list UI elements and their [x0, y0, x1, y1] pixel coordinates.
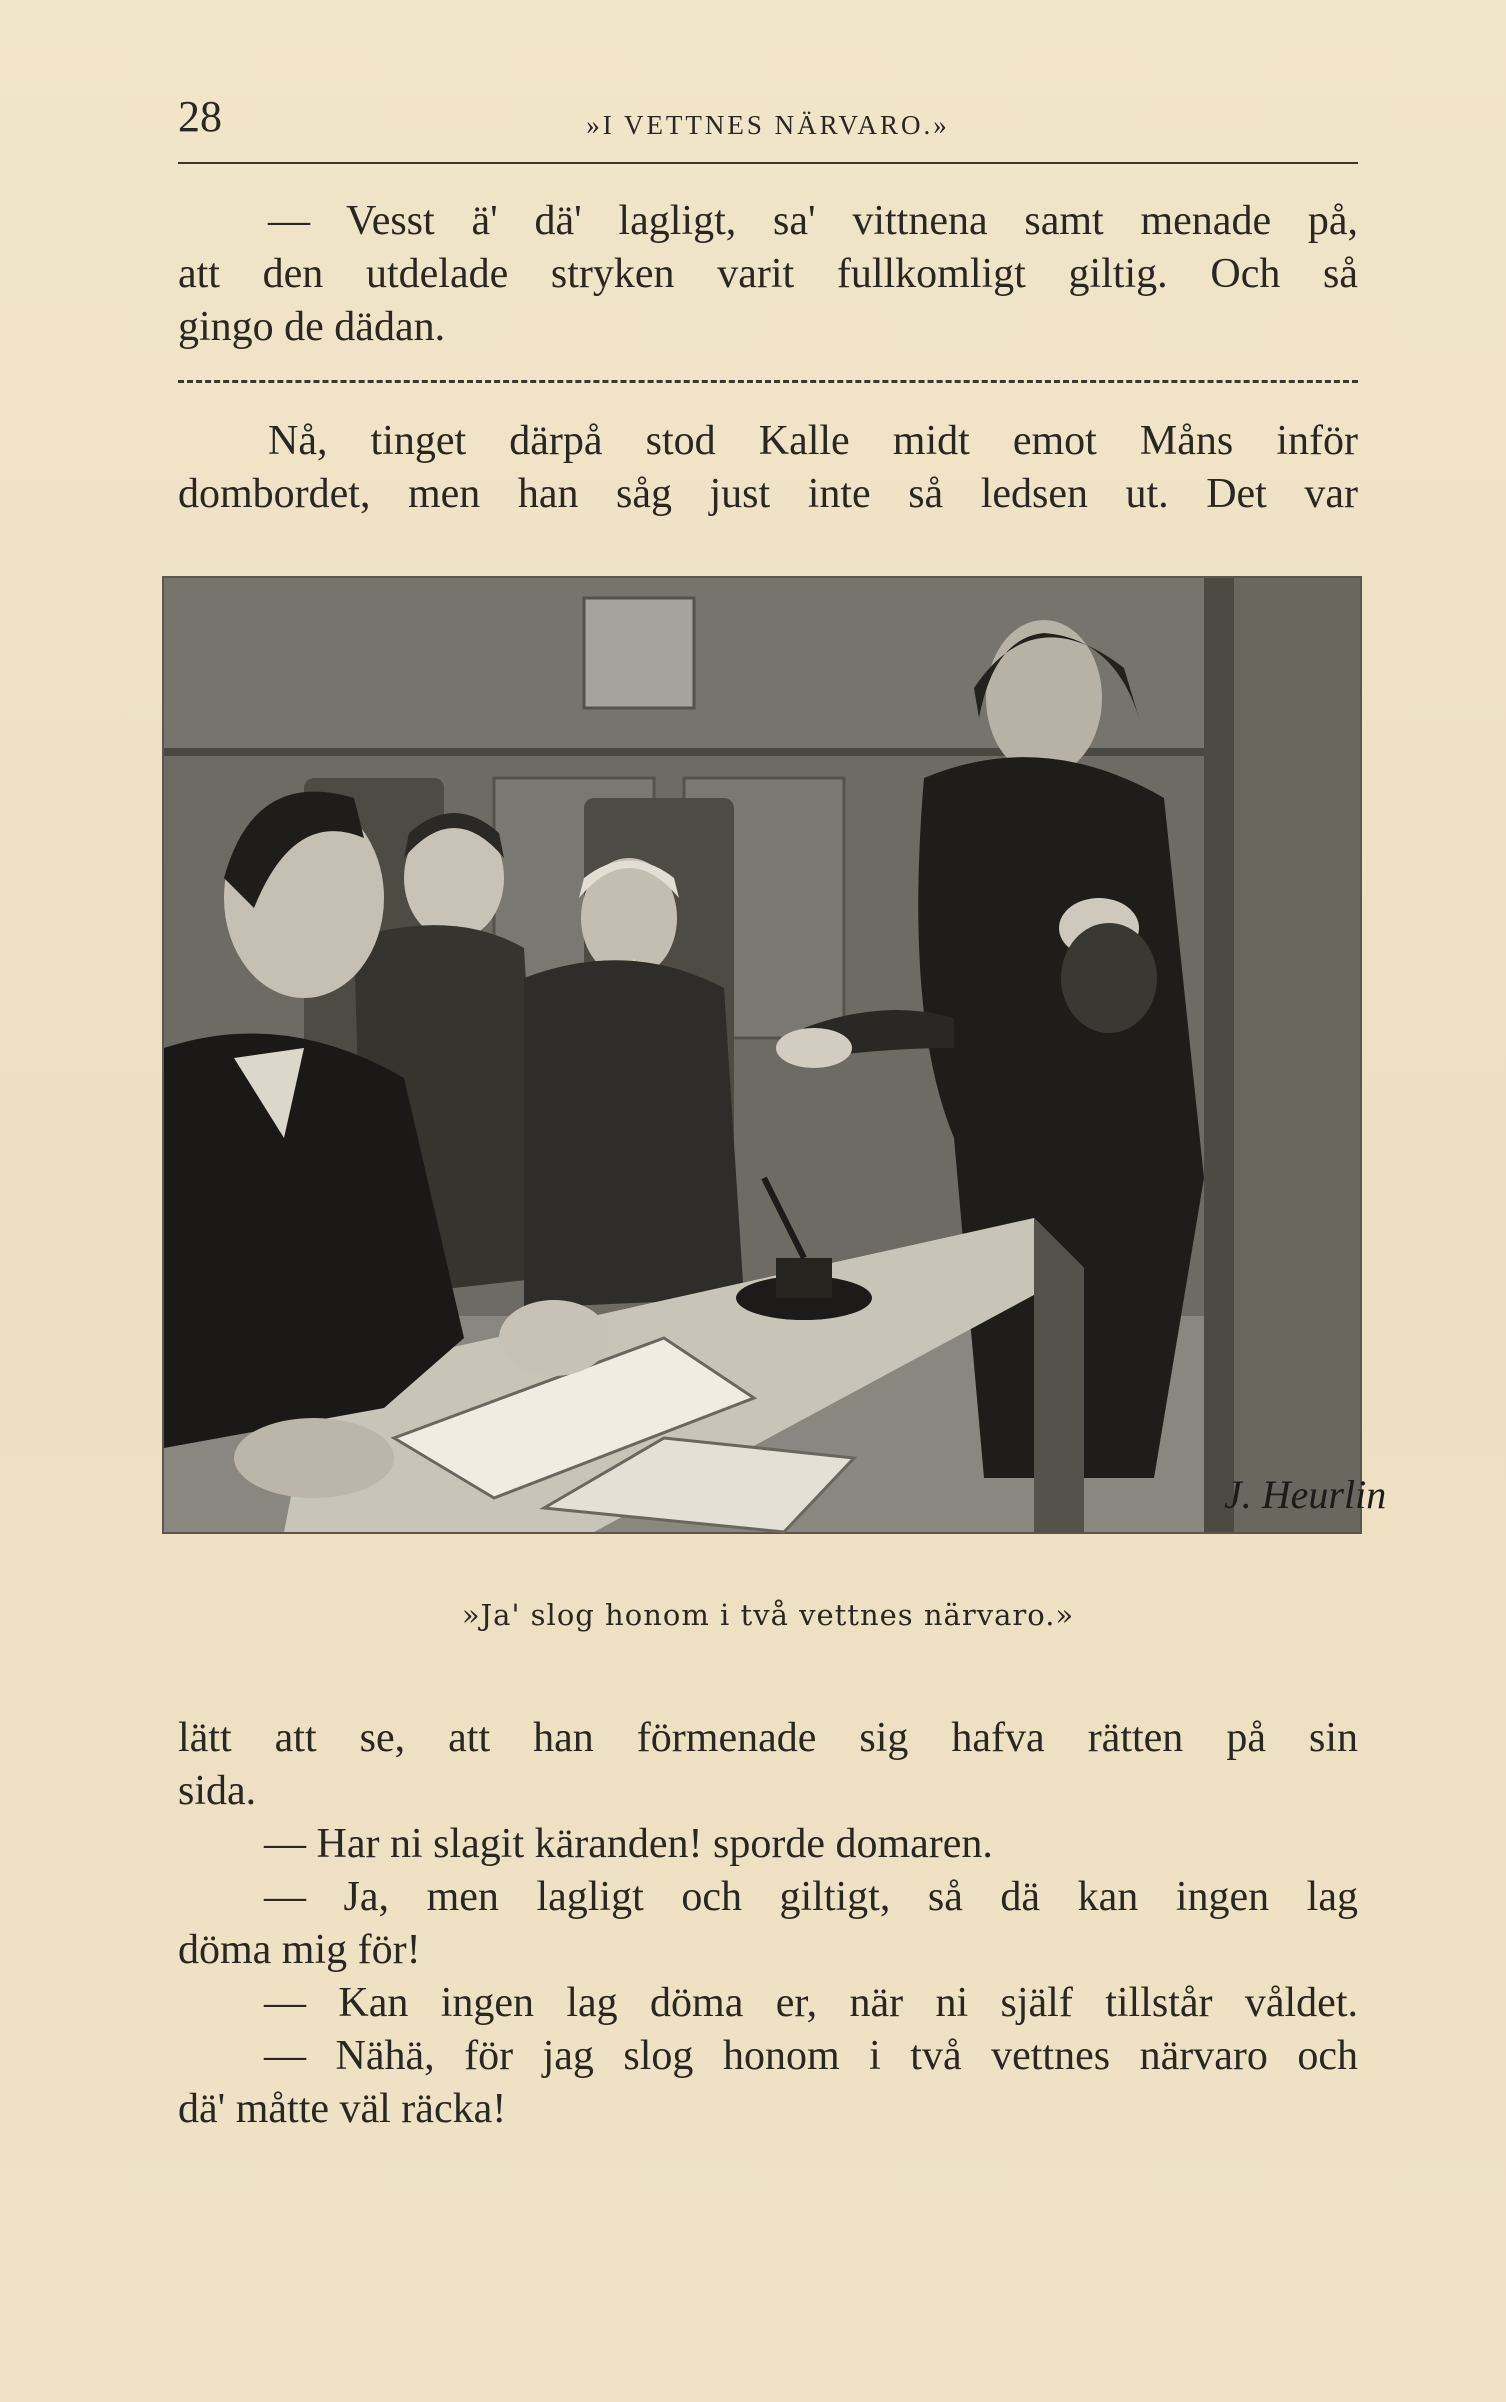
- text-line: — Vesst ä' dä' lagligt, sa' vittnena samt menade på,: [268, 198, 1358, 244]
- page-header: [178, 92, 1358, 164]
- paragraph-2: [178, 415, 1358, 521]
- text-line: — Har ni slagit käranden! sporde domaren.: [264, 1821, 993, 1867]
- text-line: — Nähä, för jag slog honom i två vettnes närvaro och: [264, 2033, 1358, 2079]
- page-number: 28: [178, 92, 222, 141]
- paragraph-1: [178, 195, 1358, 354]
- text-line: dombordet, men han såg just inte så ledsen ut. Det var: [178, 471, 1358, 517]
- text-line: dä' måtte väl räcka!: [178, 2086, 507, 2132]
- running-title: »I VETTNES NÄRVARO.»: [586, 110, 950, 140]
- text-line: sida.: [178, 1768, 257, 1814]
- text-line: — Kan ingen lag döma er, när ni själf tillstår våldet.: [264, 1980, 1358, 2026]
- text-line: lätt att se, att han förmenade sig hafva rätten på sin: [178, 1715, 1358, 1761]
- text-line: Nå, tinget därpå stod Kalle midt emot Måns inför: [268, 418, 1358, 464]
- text-line: döma mig för!: [178, 1927, 421, 1973]
- illustration-caption: »Ja' slog honom i två vettnes närvaro.»: [461, 1598, 1075, 1632]
- text-line: att den utdelade stryken varit fullkomligt giltig. Och så: [178, 251, 1358, 297]
- illustration-drawing: [164, 578, 1387, 1532]
- section-break-rule: [178, 380, 1358, 383]
- text-line: gingo de dädan.: [178, 304, 446, 350]
- artist-signature: J. Heurlin: [1224, 1472, 1387, 1517]
- text-line: — Ja, men lagligt och giltigt, så dä kan ingen lag: [264, 1874, 1358, 1920]
- paragraph-3: [178, 1712, 1358, 2136]
- courtroom-illustration: [162, 576, 1387, 1534]
